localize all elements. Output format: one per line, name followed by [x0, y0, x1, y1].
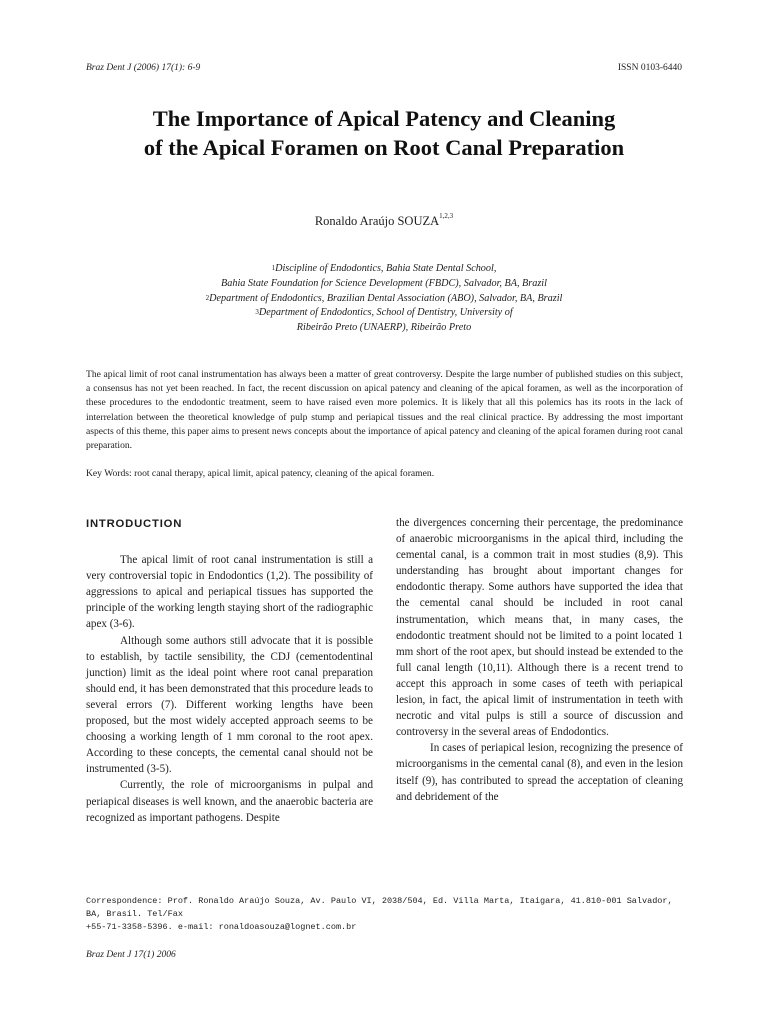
- affiliation-2-text: Department of Endodontics, Brazilian Dental Association (ABO), Salvador, BA, Brazil: [209, 292, 563, 304]
- affiliation-1-text: Discipline of Endodontics, Bahia State Dental School,: [275, 263, 497, 274]
- affiliation-2-mark: 2: [205, 293, 210, 302]
- journal-citation-header: Braz Dent J (2006) 17(1): 6-9: [86, 63, 201, 73]
- intro-paragraph-4: In cases of periapical lesion, recognizing the presence of microorganisms in the cemental canal (8), and even in the lesion itself (9), has contributed to spread the acceptation of cleaning and debridement of the: [396, 742, 683, 803]
- intro-paragraph-2: Although some authors still advocate that it is possible to establish, by tactile sensibility, the CDJ (cementodentinal junction) limit as the ideal point where root canal preparation should end, it has been demonstrated that this procedure leads to several errors (7). Different working lengths have been proposed, but the most widely accepted approach seems to be choosing a working length of 1 mm coronal to the root apex. According to these concepts, the cemental canal should not be instrumented (3-5).: [86, 634, 373, 776]
- intro-paragraph-3: Currently, the role of microorganisms in pulpal and periapical diseases is well known, and the anaerobic bacteria are recognized as important pathogens. Despite: [86, 779, 373, 824]
- introduction-heading: INTRODUCTION: [86, 518, 183, 530]
- correspondence-line-1: Correspondence: Prof. Ronaldo Araújo Souza, Av. Paulo VI, 2038/504, Ed. Villa Marta, Itaigara, 41.810-001 Salvador, BA, Brasil. Tel/Fax: [86, 896, 673, 919]
- affiliation-3-line-1: [60, 306, 708, 321]
- affiliations-block: [60, 262, 708, 336]
- author-line: [0, 214, 768, 229]
- affiliation-3-mark: 3: [255, 308, 259, 317]
- affiliation-1-mark: 1: [271, 264, 276, 272]
- issn-header: ISSN 0103-6440: [617, 63, 682, 73]
- keywords: Key Words: root canal therapy, apical limit, apical patency, cleaning of the apical foramen.: [86, 468, 435, 479]
- affiliation-3-line-2: Ribeirão Preto (UNAERP), Ribeirão Preto: [296, 322, 472, 334]
- article-title-line-2: of the Apical Foramen on Root Canal Preparation: [143, 135, 625, 160]
- correspondence-line-2: +55-71-3358-5396. e-mail: ronaldoasouza@lognet.com.br: [86, 922, 357, 932]
- affiliation-1-line-1: [60, 262, 708, 277]
- abstract: The apical limit of root canal instrumentation has always been a matter of great controversy. Despite the large number of published studies on this subject, a consensus has not yet been reached. In fact, the recent discussion on apical patency and cleaning of the apical foramen, as well as the incorporation of these procedures to the endodontic treatment, seem to have raised even more polemics. It is likely that all this polemics has its roots in the lack of interrelation between the theoretical knowledge of pulp stump and periapical tissues and the real clinical practice. By addressing the most important aspects of this theme, this paper aims to present news concepts about the importance of apical patency and cleaning of the apical foramen during root canal preparation.: [86, 369, 683, 452]
- right-column: [396, 515, 683, 805]
- article-title: [60, 104, 708, 162]
- affiliation-2: [60, 292, 708, 307]
- correspondence-note: [86, 895, 683, 934]
- intro-paragraph-1: The apical limit of root canal instrumentation is still a very controversial topic in Endodontics (1,2). The possibility of aggressions to apical and periapical tissues has supported the principle of the working length staying short of the radiographic apex (3-6).: [86, 554, 373, 631]
- intro-paragraph-continued: the divergences concerning their percentage, the predominance of anaerobic microorganisms in the apical third, including the cemental canal, is a common trait in most studies (8,9). This understanding has brought about important changes for endodontic therapy. Some authors have supported the idea that the cemental canal should be included in root canal instrumentation, which means that, in many cases, the endodontic treatment should not be limited to a point located 1 mm short of the root apex, but should instead be extended to the full canal length (10,11). Although there is a recent trend to accept this approach in some cases of teeth with periapical lesion, in fact, the apical limit of instrumentation in teeth with necrotic and vital pulps is still a source of discussion and controversy in the several areas of Endodontics.: [396, 517, 683, 739]
- affiliation-3-text: Department of Endodontics, School of Dentistry, University of: [258, 307, 513, 319]
- author-name: Ronaldo Araújo SOUZA: [314, 214, 440, 228]
- left-column: [86, 515, 373, 826]
- journal-citation-footer: Braz Dent J 17(1) 2006: [86, 950, 176, 960]
- article-title-line-1: The Importance of Apical Patency and Cleaning: [152, 106, 616, 131]
- affiliation-1-line-2: Bahia State Foundation for Science Development (FBDC), Salvador, BA, Brazil: [221, 277, 547, 289]
- author-affiliation-marks: 1,2,3: [439, 212, 454, 220]
